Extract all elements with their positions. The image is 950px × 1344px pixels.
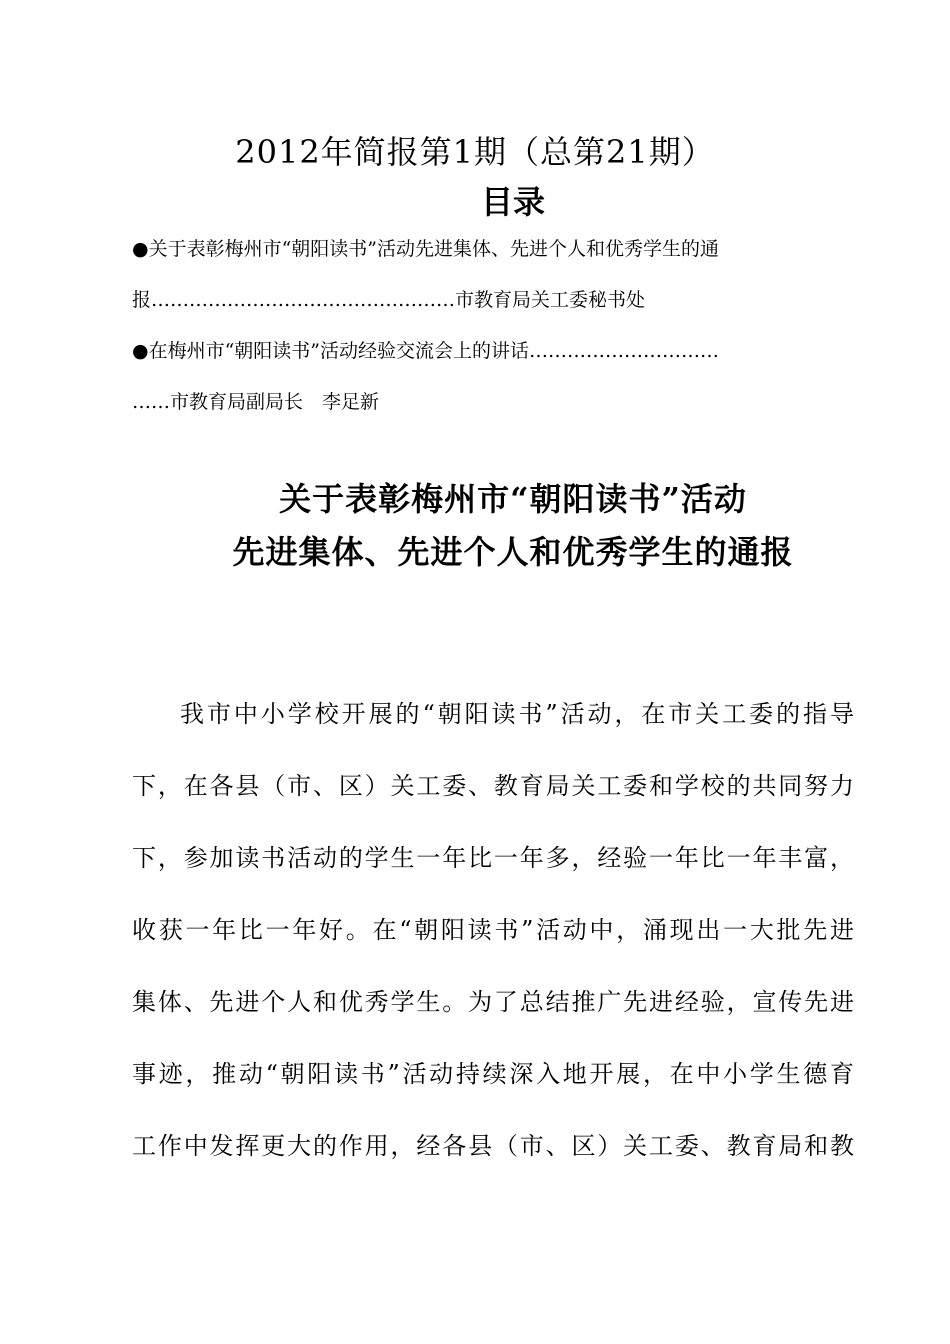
bulletin-title: 2012年简报第1期（总第21期） (235, 133, 715, 171)
body-paragraph-line: 事迹，推动“朝阳读书”活动持续深入地开展，在中小学生德育 (132, 1060, 854, 1088)
toc-item-1-line-1: ●关于表彰梅州市“朝阳读书”活动先进集体、先进个人和优秀学生的通 (132, 238, 720, 260)
toc-item-2-line-1: ●在梅州市“朝阳读书”活动经验交流会上的讲话………………………… (132, 340, 720, 362)
article-title-line-2: 先进集体、先进个人和优秀学生的通报 (232, 533, 794, 571)
toc-item-2-line-2: ……市教育局副局长 李足新 (132, 391, 380, 413)
body-paragraph-line: 工作中发挥更大的作用，经各县（市、区）关工委、教育局和教 (132, 1132, 854, 1160)
toc-item-1-line-2: 报…………………………………………市教育局关工委秘书处 (132, 289, 646, 311)
body-paragraph-line: 集体、先进个人和优秀学生。为了总结推广先进经验，宣传先进 (132, 988, 854, 1016)
body-paragraph-line: 我市中小学校开展的“朝阳读书”活动，在市关工委的指导 (180, 700, 854, 728)
toc-heading: 目录 (480, 183, 545, 221)
body-paragraph-line: 下，参加读书活动的学生一年比一年多，经验一年比一年丰富， (132, 844, 854, 872)
article-title-line-1: 关于表彰梅州市“朝阳读书”活动 (279, 480, 747, 518)
body-paragraph-line: 收获一年比一年好。在“朝阳读书”活动中，涌现出一大批先进 (132, 916, 854, 944)
body-paragraph-line: 下，在各县（市、区）关工委、教育局关工委和学校的共同努力 (132, 772, 854, 800)
